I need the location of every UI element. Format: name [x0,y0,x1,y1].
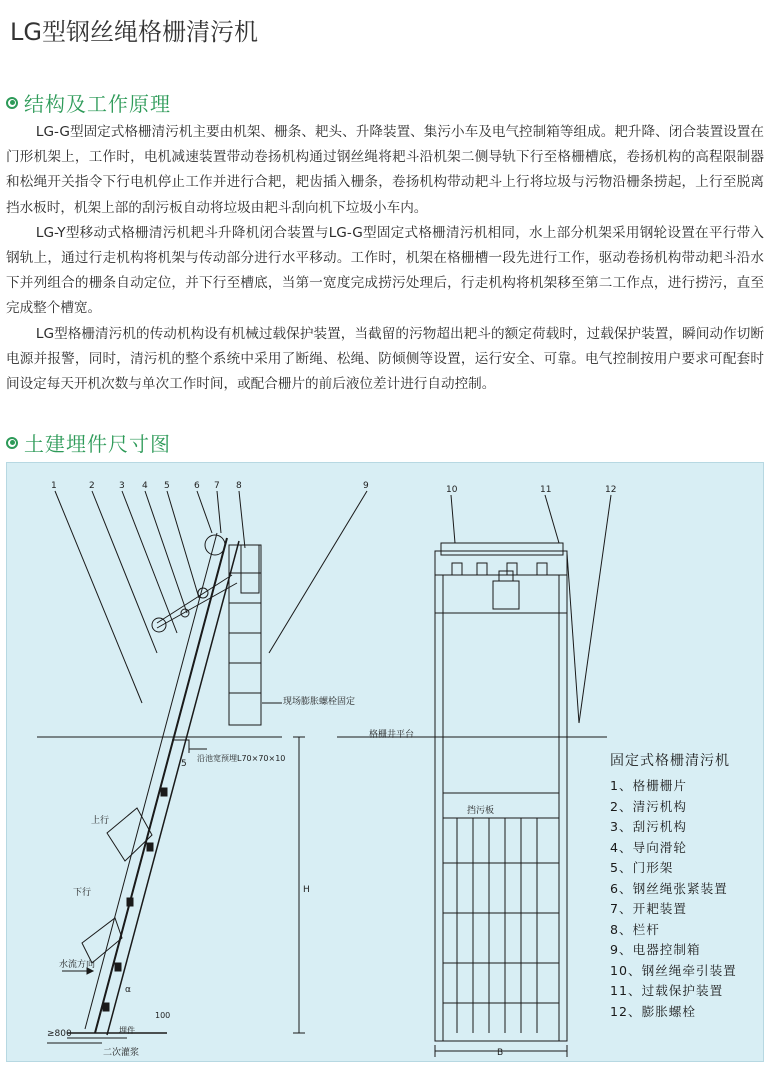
legend-item: 7、开耙装置 [610,901,687,916]
legend-item: 3、刮污机构 [610,819,687,834]
legend [610,750,737,1022]
label-angle-steel: 沿池宽预埋L70×70×10 [197,754,286,763]
label-five: 5 [181,759,187,769]
screen-frame [435,551,567,1041]
callout-number: 2 [89,481,95,491]
label-anchor-bolt: 现场膨胀螺栓固定 [283,697,356,707]
legend-item: 9、电器控制箱 [610,942,701,957]
rail-back [107,541,239,1035]
section-body [6,120,764,397]
legend-item: 4、导向滑轮 [610,839,687,855]
pulley [152,618,166,632]
rake-bucket [107,808,152,861]
legend-title: 固定式格栅清污机 [610,753,730,769]
callout-number: 6 [194,481,200,491]
label-b: B [497,1048,504,1058]
legend-item: 12、膨胀螺栓 [610,1003,696,1019]
label-embed: 埋件 [119,1026,135,1035]
label-alpha: α [125,985,131,995]
legend-item: 11、过载保护装置 [610,983,724,998]
callout-number: 12 [605,485,617,495]
section-heading-structure [6,88,171,117]
legend-item: 6、钢丝绳张紧装置 [610,880,728,896]
rail-front [95,538,227,1033]
callout-number: 10 [446,485,458,495]
label-800: ≥800 [47,1029,72,1039]
callout-number: 7 [214,481,220,491]
section-heading-text: 结构及工作原理 [24,92,171,116]
legend-item: 1、格栅栅片 [610,778,687,793]
callout-number: 3 [119,481,125,491]
callout-number: 9 [363,481,369,491]
label-h: H [303,885,310,895]
label-down: 下行 [73,888,92,898]
page-title: LG型钢丝绳格栅清污机 [10,18,258,46]
paragraph: LG-Y型移动式格栅清污机耙斗升降机闭合装置与LG-G型固定式格栅清污机相同，水上部分机架采用钢轮设置在平行带入钢轨上，通过行走机构将机架与传动部分进行水平移动。工作时，机架在格栅槽一段先进行工作，驱动卷扬机构带动耙斗沿水下并列组合的栅条自动定位，并下行至槽底，当第一宽度完成捞污处理后，行走机构将机架移至第二工作点，进行捞污，直至完成整个槽宽。 [6,224,764,317]
section-heading-text: 土建埋件尺寸图 [24,432,171,456]
drive-unit [493,581,519,609]
paragraph: LG-G型固定式格栅清污机主要由机架、栅条、耙头、升降装置、集污小车及电气控制箱等组成。耙升降、闭合装置设置在门形机架上，工作时，电机减速装置带动卷扬机构通过钢丝绳将耙斗沿机架二侧导轨下行至格栅槽底，卷扬机构的高程限制器和松绳开关指令下行电机停止工作并进行合耙，耙齿插入栅条，卷扬机构带动耙斗上行将垃圾与污物沿栅条捞起，上行至脱离挡水板时，机架上部的刮污板自动将垃圾由耙斗刮向机下垃圾小车内。 [6,124,764,216]
paragraph: LG型格栅清污机的传动机构设有机械过载保护装置，当截留的污物超出耙斗的额定荷载时，过载保护装置，瞬间动作切断电源并报警，同时，清污机的整个系统中采用了断绳、松绳、防倾侧等设置，运行安全、可靠。电气控制按用户要求可配套时间设定每天开机次数与单次工作时间，或配合栅片的前后液位差计进行自动控制。 [6,325,764,393]
legend-item: 8、栏杆 [610,921,660,937]
legend-item: 10、钢丝绳牵引装置 [610,962,737,978]
label-baffle: 挡污板 [467,806,495,816]
label-grout: 二次灌浆 [103,1048,140,1058]
legend-item: 5、门形架 [610,860,674,875]
callout-number: 4 [142,481,148,491]
rail-guide [85,533,217,1029]
callout-number: 8 [236,481,242,491]
label-100: 100 [155,1011,171,1020]
bullet-icon [6,437,18,449]
legend-item: 2、清污机构 [610,798,687,814]
tower-frame [229,545,261,725]
bullet-icon [6,97,18,109]
label-up: 上行 [91,816,110,826]
callout-number: 5 [164,481,170,491]
callout-number: 11 [540,485,552,495]
label-platform: 格栅井平台 [369,730,415,740]
callout-number: 1 [51,481,57,491]
pulley [205,535,225,555]
section-heading-dimensions [6,428,171,457]
label-flow: 水流方向 [59,960,96,970]
